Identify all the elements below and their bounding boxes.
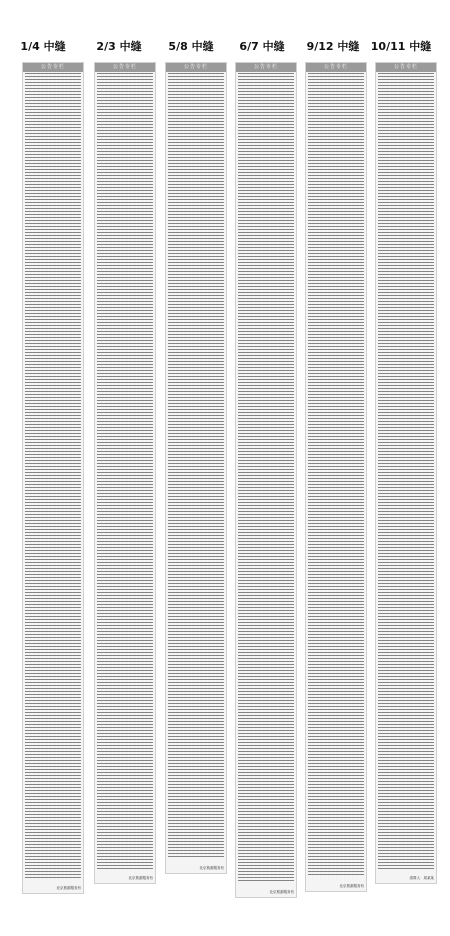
strip-footer: 北京旅游服务有 xyxy=(199,866,224,870)
strip-text-block xyxy=(378,73,434,869)
announcement-strip-6 xyxy=(375,62,437,884)
strip-header: 公告专栏 xyxy=(95,63,155,72)
strip-header: 公告专栏 xyxy=(166,63,226,72)
announcement-strip-3 xyxy=(165,62,227,874)
column-title-9-12: 9/12 中缝 xyxy=(306,40,360,53)
announcement-strip-5 xyxy=(305,62,367,892)
column-title-5-8: 5/8 中缝 xyxy=(168,40,214,53)
strip-footer: 清算人：周某某 xyxy=(409,876,434,880)
strip-footer: 北京旅游服务有 xyxy=(128,876,153,880)
strip-text-block xyxy=(168,73,224,859)
strip-footer: 北京旅游服务有 xyxy=(269,890,294,894)
strip-text-block xyxy=(308,73,364,877)
strip-footer: 北京旅游服务有 xyxy=(56,886,81,890)
announcement-strip-2 xyxy=(94,62,156,884)
strip-header: 公告专栏 xyxy=(376,63,436,72)
column-title-2-3: 2/3 中缝 xyxy=(96,40,142,53)
announcement-strip-1 xyxy=(22,62,84,894)
column-title-10-11: 10/11 中缝 xyxy=(370,40,432,53)
strip-footer: 北京旅游服务有 xyxy=(339,884,364,888)
strip-text-block xyxy=(97,73,153,869)
strip-header: 公告专栏 xyxy=(306,63,366,72)
column-title-1-4: 1/4 中缝 xyxy=(20,40,66,53)
strip-header: 公告专栏 xyxy=(236,63,296,72)
strip-text-block xyxy=(25,73,81,879)
strip-header: 公告专栏 xyxy=(23,63,83,72)
column-title-6-7: 6/7 中缝 xyxy=(239,40,285,53)
strip-text-block xyxy=(238,73,294,883)
announcement-strip-4 xyxy=(235,62,297,898)
